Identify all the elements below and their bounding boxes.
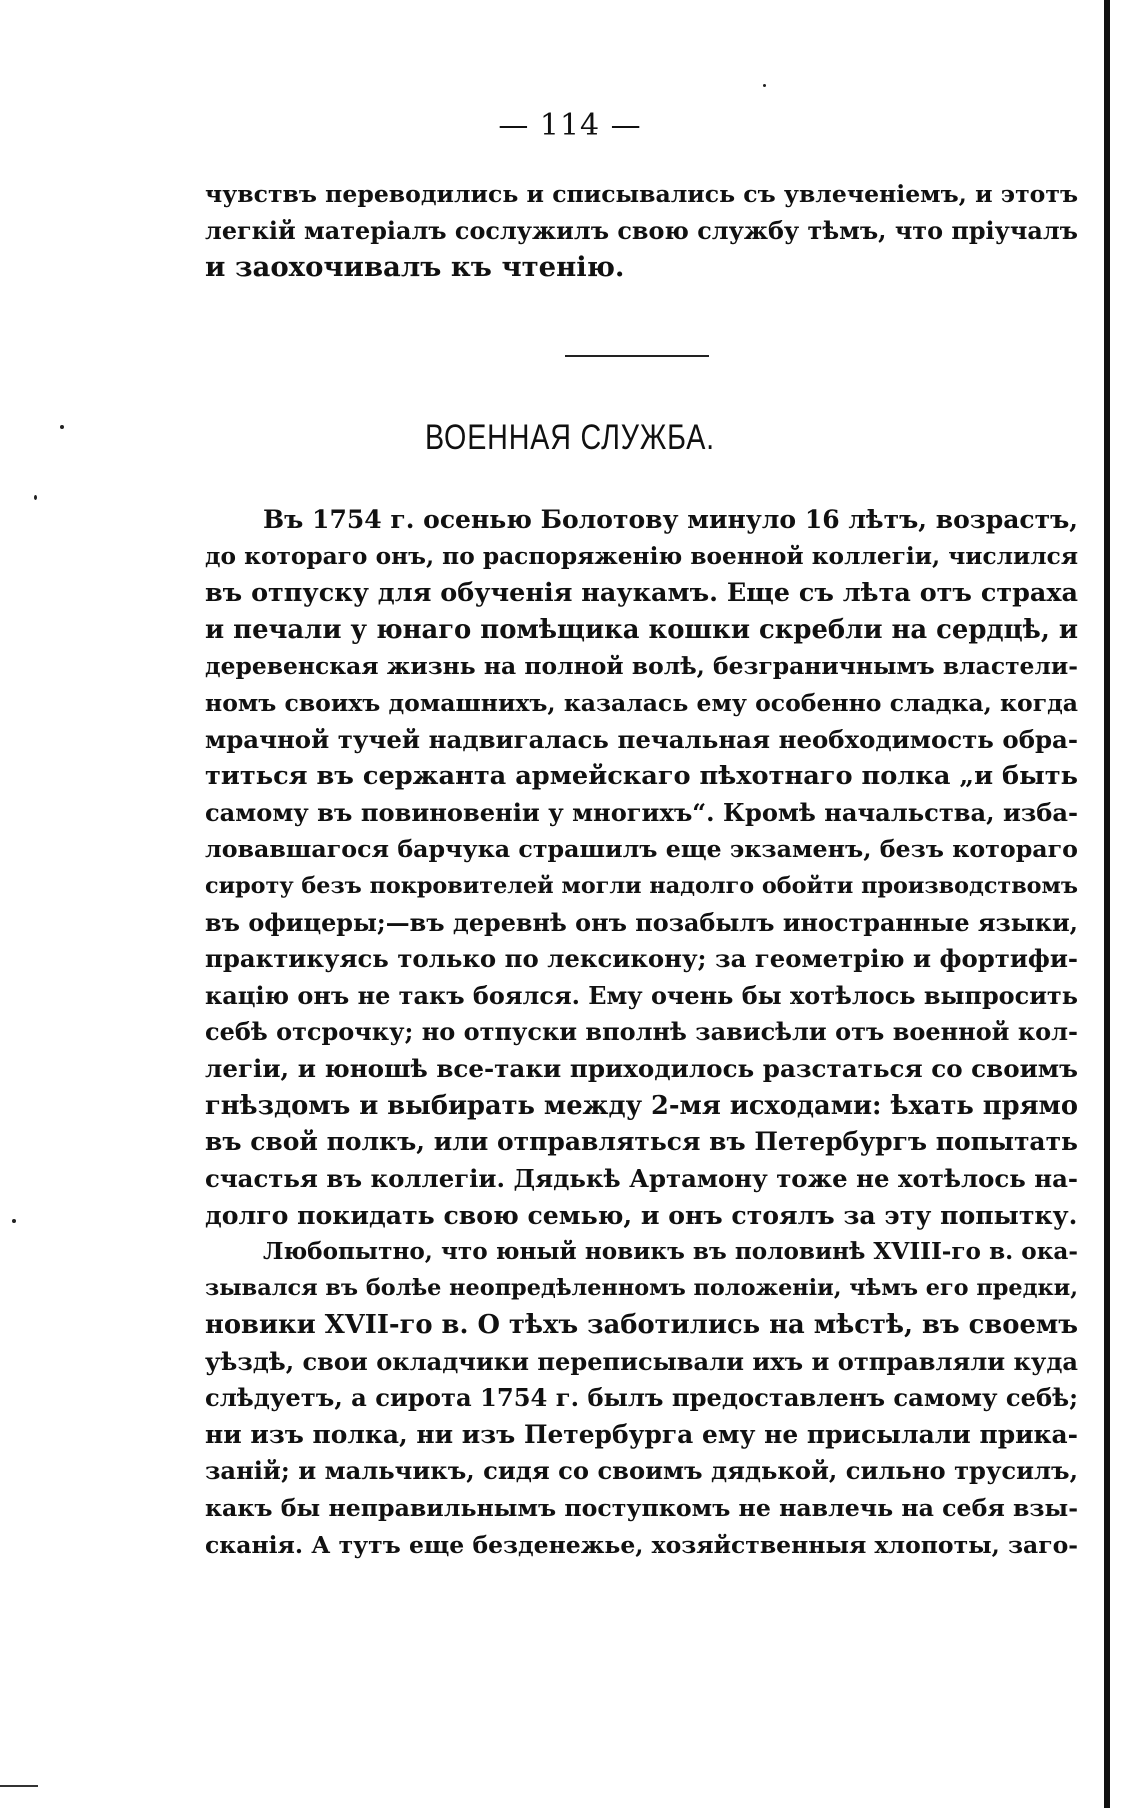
text-line: Въ 1754 г. осенью Болотову минуло 16 лѣтъ, возрастъ, — [263, 505, 1078, 534]
text-line: уѣздѣ, свои окладчики переписывали ихъ и отправляли куда — [205, 1346, 1078, 1376]
text-line: Любопытно, что юный новикъ въ половинѣ XVIII-го в. ока- — [263, 1237, 1078, 1265]
text-line: въ отпуску для обученія наукамъ. Еще съ лѣта отъ страха — [205, 578, 1078, 609]
text-line: слѣдуетъ, а сирота 1754 г. былъ предоставленъ самому себѣ; — [205, 1383, 1079, 1413]
text-line: самому въ повиновеніи у многихъ“. Кромѣ начальства, изба- — [205, 797, 1078, 827]
body-text — [205, 502, 1078, 1563]
text-line: деревенская жизнь на полной волѣ, безграничнымъ властели- — [205, 652, 1078, 681]
text-line: чувствъ переводились и списывались съ увлеченіемъ, и этотъ — [205, 180, 1078, 208]
scan-speck — [12, 1219, 16, 1223]
text-line: мрачной тучей надвигалась печальная необходимость обра- — [205, 724, 1078, 754]
page-edge-shadow — [1104, 0, 1110, 1808]
text-line: новики XVII-го в. О тѣхъ заботились на мѣстѣ, въ своемъ — [205, 1310, 1078, 1341]
text-line: сканія. А тутъ еще безденежье, хозяйственныя хлопоты, заго- — [205, 1530, 1078, 1559]
text-line: въ офицеры;—въ деревнѣ онъ позабылъ иностранные языки, — [205, 908, 1078, 937]
text-line: и печали у юнаго помѣщика кошки скребли на сердцѣ, и — [205, 614, 1078, 645]
text-line: кацію онъ не такъ боялся. Ему очень бы хотѣлось выпросить — [205, 981, 1078, 1010]
top-paragraph — [205, 176, 1078, 286]
text-line: номъ своихъ домашнихъ, казалась ему особенно сладка, когда — [205, 688, 1078, 717]
text-line: долго покидать свою семью, и онъ стоялъ за эту попытку. — [205, 1200, 1078, 1231]
text-line: до котораго онъ, по распоряженію военной коллегіи, числился — [205, 542, 1078, 570]
section-divider — [565, 355, 709, 357]
text-line: практикуясь только по лексикону; за геометрію и фортифи- — [205, 944, 1078, 974]
text-line: ловавшагося барчука страшилъ еще экзаменъ, безъ котораго — [205, 835, 1078, 864]
text-line: какъ бы неправильнымъ поступкомъ не навлечь на себя взы- — [205, 1494, 1078, 1523]
page-number: — 114 — — [498, 108, 642, 143]
text-line: въ свой полкъ, или отправляться въ Петербургъ попытать — [205, 1127, 1078, 1157]
text-line: титься въ сержанта армейскаго пѣхотнаго полка „и быть — [205, 761, 1078, 792]
text-line: легіи, и юношѣ все-таки приходилось разстаться со своимъ — [205, 1053, 1078, 1083]
text-line: ни изъ полка, ни изъ Петербурга ему не присылали прика- — [205, 1419, 1078, 1449]
text-line: себѣ отсрочку; но отпуски вполнѣ зависѣли отъ военной кол- — [205, 1017, 1078, 1047]
scan-margin-mark — [0, 1785, 38, 1787]
text-line: сироту безъ покровителей могли надолго обойти производствомъ — [205, 872, 1078, 899]
scan-speck — [763, 84, 766, 87]
text-line: легкій матеріалъ сослужилъ свою службу тѣмъ, что пріучалъ — [205, 216, 1078, 245]
text-line: и заохочивалъ къ чтенію. — [205, 251, 625, 284]
scan-speck — [60, 425, 64, 429]
scan-speck — [34, 495, 37, 500]
text-line: гнѣздомъ и выбирать между 2-мя исходами: ѣхать прямо — [205, 1090, 1078, 1121]
text-line: зывался въ болѣе неопредѣленномъ положеніи, чѣмъ его предки, — [205, 1275, 1079, 1302]
section-title: ВОЕННАЯ СЛУЖБА. — [425, 418, 715, 457]
text-line: счастья въ коллегіи. Дядькѣ Артамону тоже не хотѣлось на- — [205, 1163, 1078, 1193]
text-line: заній; и мальчикъ, сидя со своимъ дядькой, сильно трусилъ, — [205, 1456, 1078, 1486]
